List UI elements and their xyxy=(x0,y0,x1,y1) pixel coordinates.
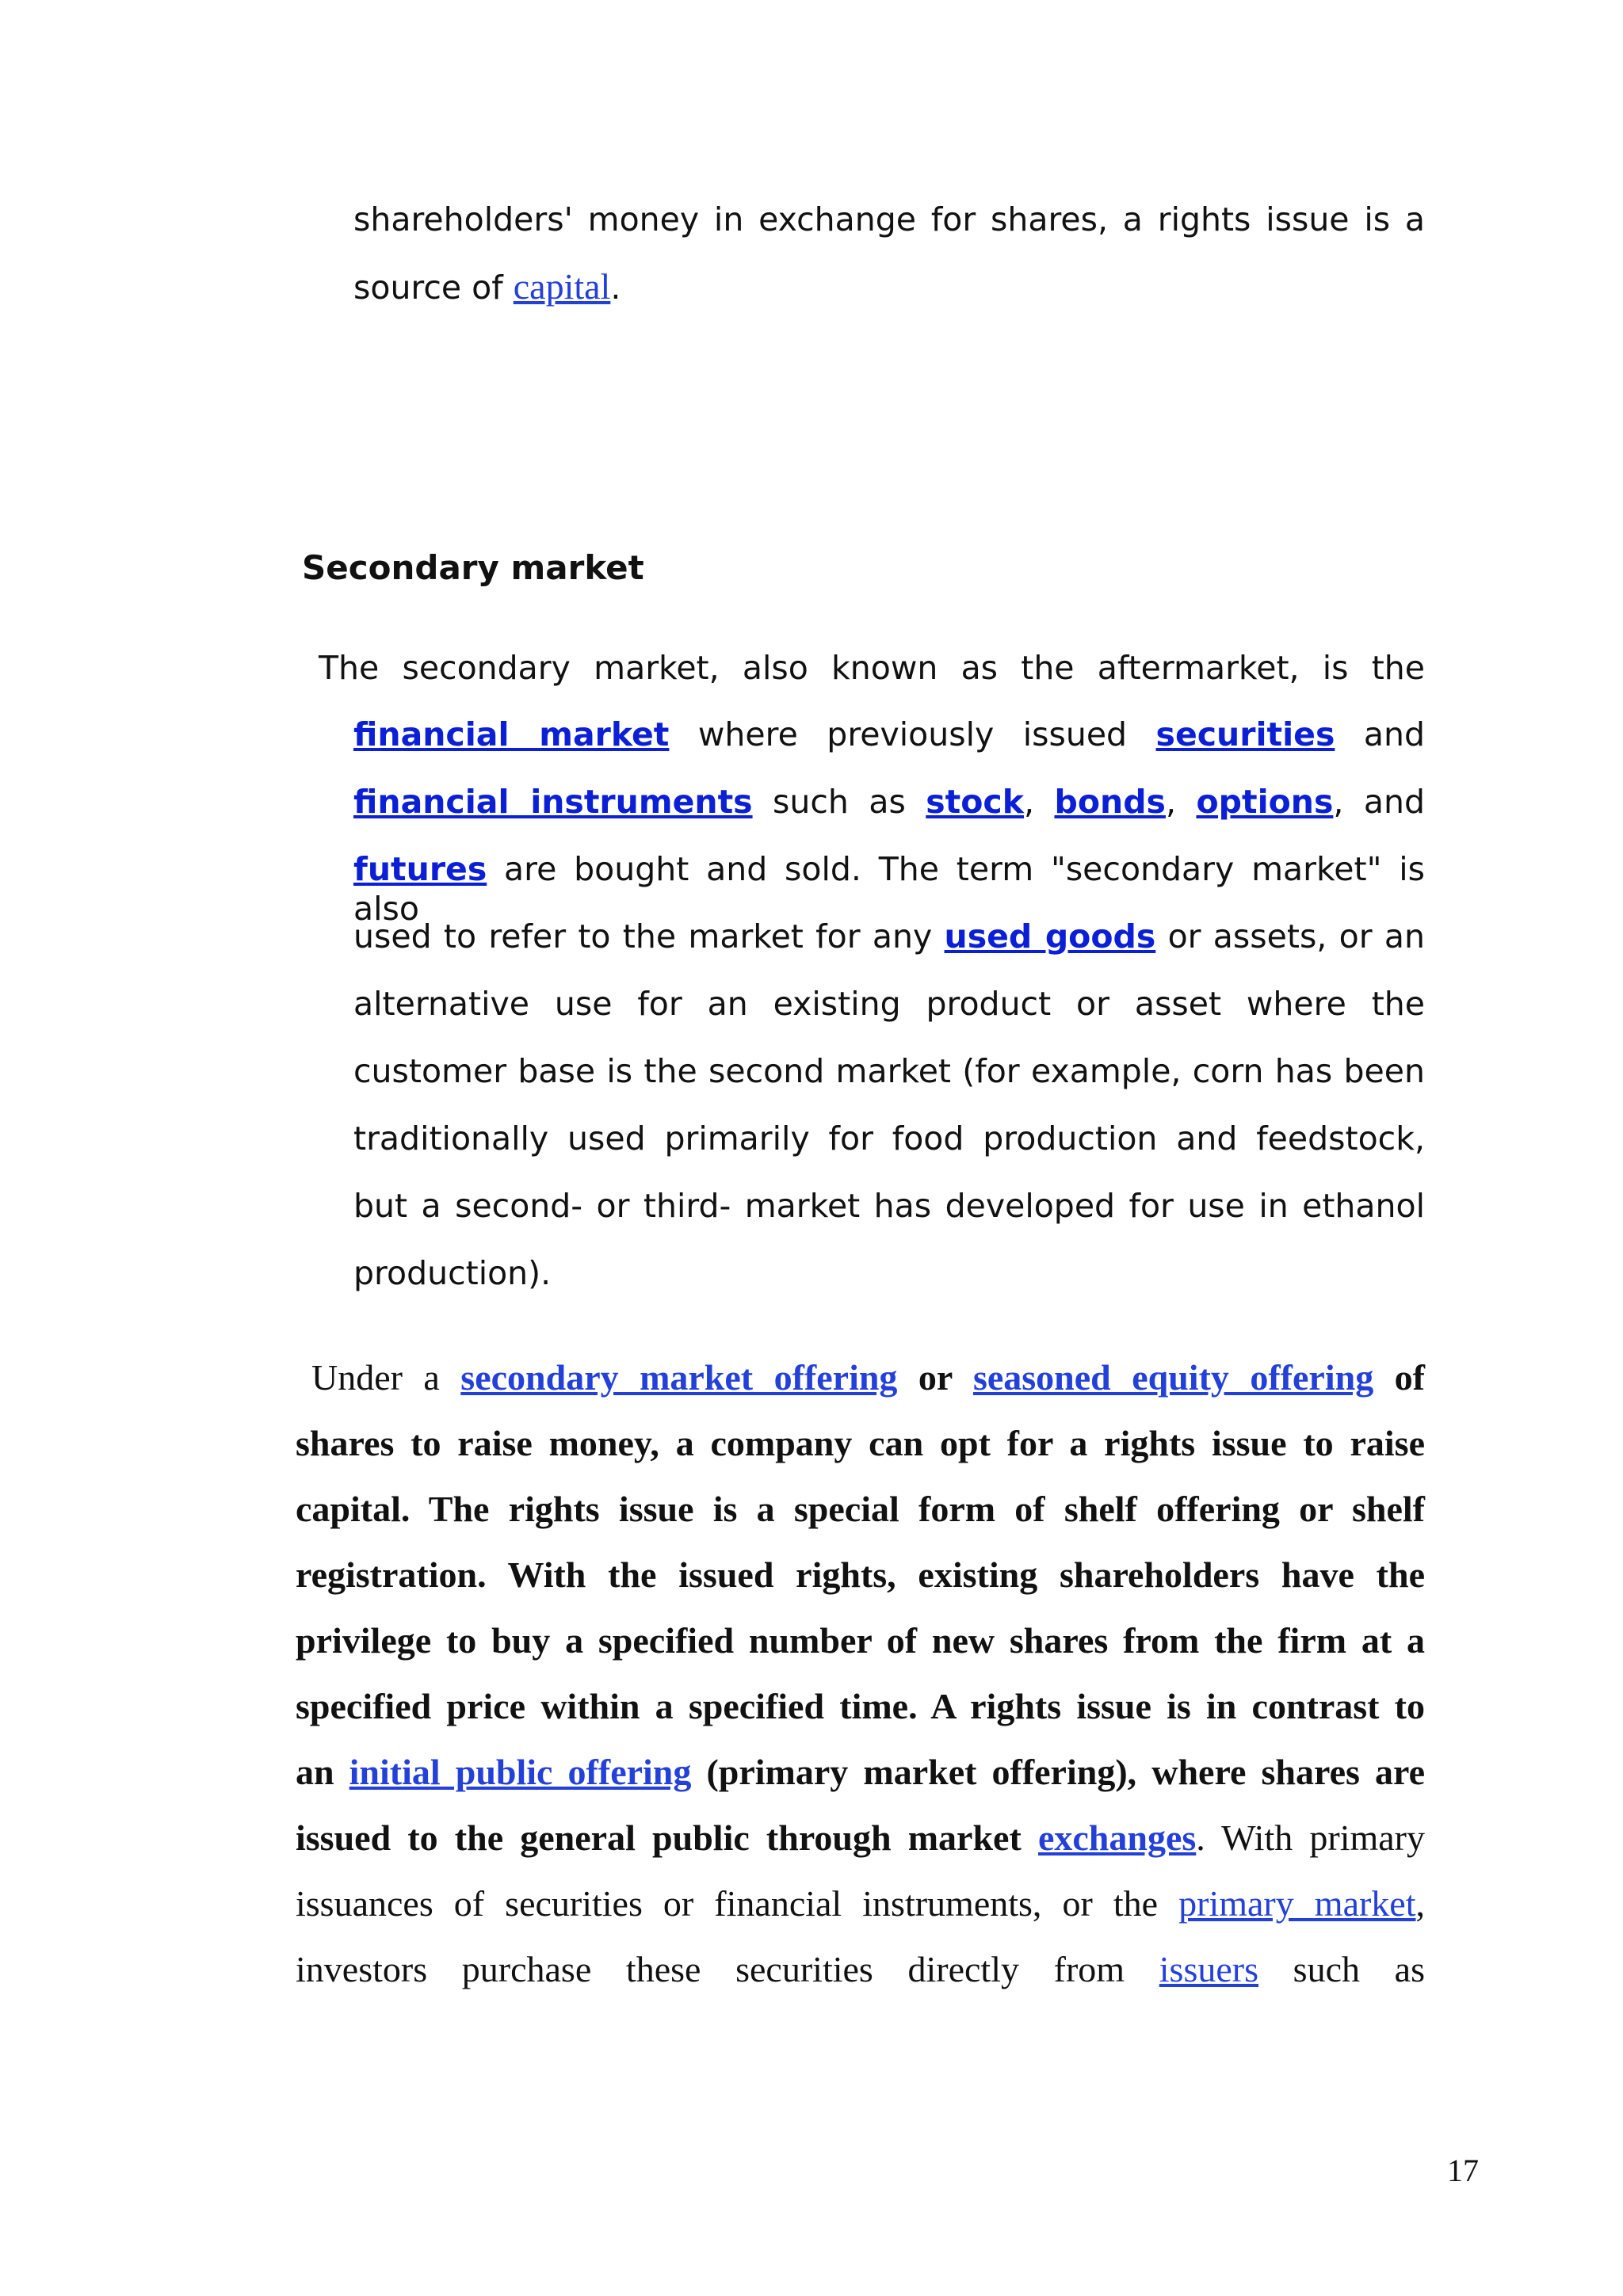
text-span: , xyxy=(1165,783,1197,821)
text-span: , xyxy=(1415,1883,1426,1924)
futures-link[interactable]: futures xyxy=(353,850,487,888)
primary-market-link[interactable]: primary market xyxy=(1178,1883,1416,1924)
text-line xyxy=(353,1119,1425,1158)
text-span: or assets, or an xyxy=(1155,917,1425,955)
text-line xyxy=(296,1882,1425,1926)
secondary-market-offering-link[interactable]: secondary market offering xyxy=(460,1357,898,1398)
paragraph-line xyxy=(311,1356,1425,1400)
text-span: issued to the general public through market xyxy=(296,1817,1038,1858)
paragraph-line xyxy=(296,1947,1425,1992)
stock-link[interactable]: stock xyxy=(926,783,1025,821)
text-span: of xyxy=(1373,1357,1425,1398)
text-line xyxy=(353,984,1425,1024)
text-span: source of xyxy=(353,269,514,307)
text-span: are bought and sold. The term "secondary market" is also xyxy=(353,850,1425,928)
text-line xyxy=(353,200,1425,239)
text-line xyxy=(353,1253,551,1293)
text-span: issuances of securities or financial instruments, or the xyxy=(296,1883,1179,1924)
initial-public-offering-link[interactable]: initial public offering xyxy=(349,1752,692,1792)
text-line xyxy=(296,1684,1425,1729)
text-line xyxy=(296,1816,1425,1860)
text-line xyxy=(311,1356,1425,1400)
page-number: 17 xyxy=(1447,2153,1479,2188)
paragraph-line: but a second- or third- market has developed for use in ethanol xyxy=(353,1187,1425,1225)
text-span: used to refer to the market for any xyxy=(353,917,945,955)
text-line xyxy=(353,1051,1425,1091)
paragraph-line: specified price within a specified time. A rights issue is in contrast to xyxy=(296,1686,1425,1726)
text-span: such as xyxy=(1258,1949,1425,1989)
capital-link[interactable]: capital xyxy=(513,266,611,307)
text-line xyxy=(296,1750,1425,1794)
paragraph-line: privilege to buy a specified number of new shares from the firm at a xyxy=(296,1620,1425,1661)
text-line xyxy=(296,1487,1425,1531)
financial-market-link[interactable]: financial market xyxy=(353,715,670,753)
text-line xyxy=(353,782,1425,822)
paragraph-line: alternative use for an existing product or asset where the xyxy=(353,985,1425,1023)
text-span: investors purchase these securities directly from xyxy=(296,1949,1159,1989)
text-span: , and xyxy=(1333,783,1425,821)
text-line xyxy=(296,1421,1425,1466)
paragraph-line: capital. The rights issue is a special form of shelf offering or shelf xyxy=(296,1489,1425,1529)
seasoned-equity-offering-link[interactable]: seasoned equity offering xyxy=(972,1357,1374,1398)
text-span: and xyxy=(1335,715,1426,753)
text-span: . xyxy=(610,269,621,307)
paragraph-line xyxy=(353,715,1425,754)
paragraph-line: production). xyxy=(353,1254,552,1292)
paragraph-line: shareholders' money in exchange for shares, a rights issue is a xyxy=(353,200,1425,238)
text-span: such as xyxy=(752,783,926,821)
paragraph-line: shares to raise money, a company can opt for a rights issue to raise xyxy=(296,1423,1425,1463)
securities-link[interactable]: securities xyxy=(1155,715,1335,753)
text-span: or xyxy=(897,1357,973,1398)
text-span: an xyxy=(296,1752,349,1792)
paragraph-line xyxy=(353,782,1425,822)
paragraph-line xyxy=(353,917,1425,956)
text-span: (primary market offering), where shares are xyxy=(691,1752,1425,1792)
paragraph-line xyxy=(296,1750,1425,1794)
paragraph-line: The secondary market, also known as the aftermarket, is the xyxy=(319,649,1425,687)
exchanges-link[interactable]: exchanges xyxy=(1037,1817,1197,1858)
text-line xyxy=(353,1186,1425,1226)
text-line xyxy=(319,648,1425,688)
text-line xyxy=(353,267,621,307)
text-line xyxy=(296,1619,1425,1663)
paragraph-line: traditionally used primarily for food production and feedstock, xyxy=(353,1119,1425,1158)
text-line xyxy=(296,1947,1425,1992)
paragraph-line: registration. With the issued rights, existing shareholders have the xyxy=(296,1554,1425,1595)
issuers-link[interactable]: issuers xyxy=(1159,1949,1258,1989)
financial-instruments-link[interactable]: financial instruments xyxy=(353,783,753,821)
options-link[interactable]: options xyxy=(1196,783,1334,821)
used-goods-link[interactable]: used goods xyxy=(944,917,1156,955)
paragraph-line xyxy=(296,1816,1425,1860)
text-span: Under a xyxy=(311,1357,461,1398)
text-line xyxy=(296,1553,1425,1597)
text-line xyxy=(353,917,1425,956)
bonds-link[interactable]: bonds xyxy=(1054,783,1166,821)
text-span: , xyxy=(1024,783,1055,821)
text-line xyxy=(353,715,1425,754)
paragraph-line: customer base is the second market (for example, corn has been xyxy=(353,1052,1425,1090)
section-heading: Secondary market xyxy=(302,548,644,587)
text-span: where previously issued xyxy=(669,715,1156,753)
paragraph-line xyxy=(296,1882,1425,1926)
text-span: . With primary xyxy=(1196,1817,1425,1858)
